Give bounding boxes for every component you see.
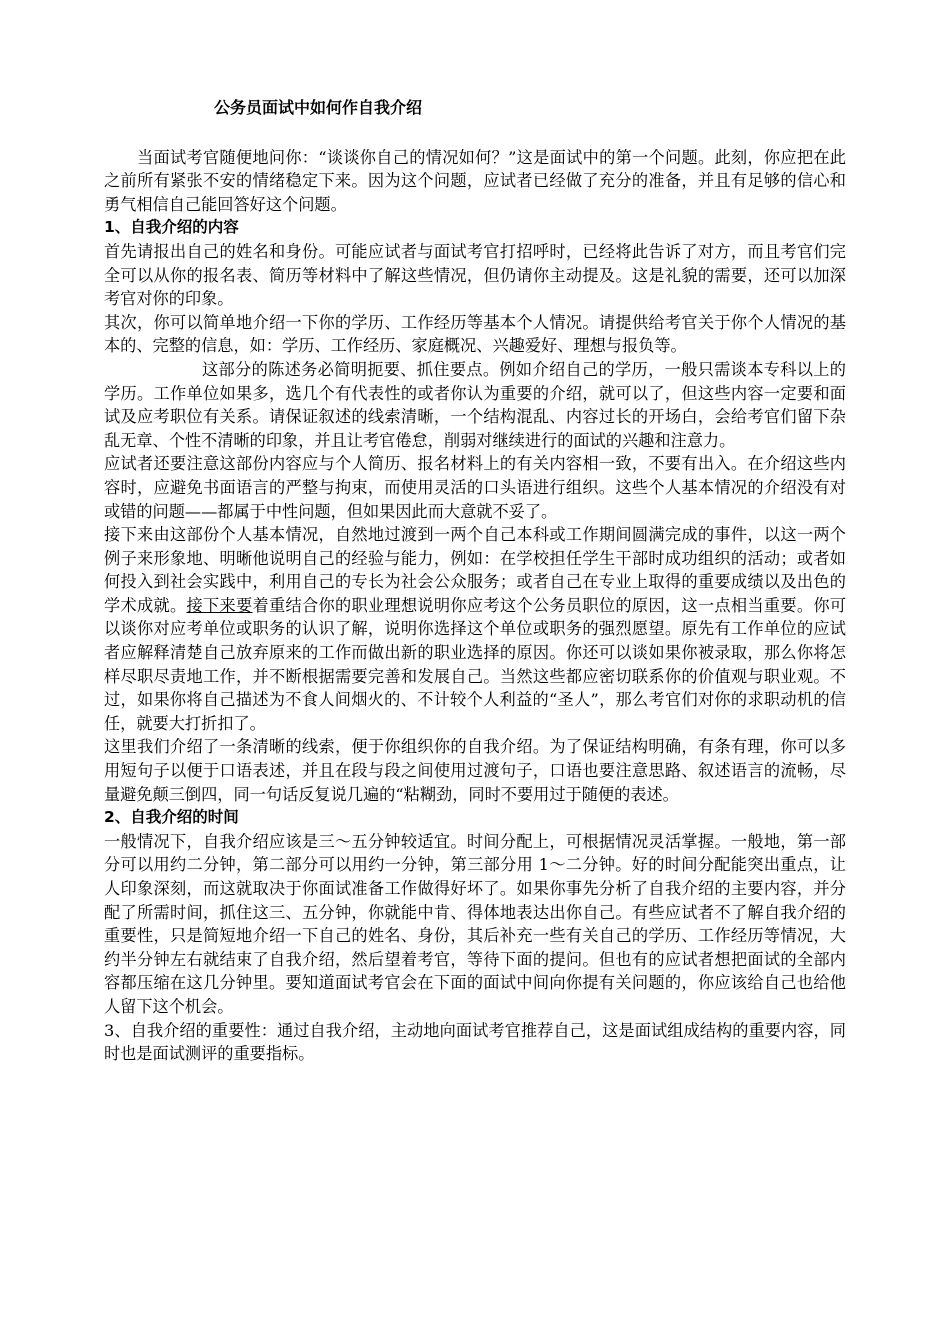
document-title: 公务员面试中如何作自我介绍 bbox=[214, 98, 423, 117]
section-1-paragraph-4: 应试者还要注意这部份内容应与个人简历、报名材料上的有关内容相一致，不要有出入。在介绍这些内容时，应避免书面语言的严整与拘束，而使用灵活的口头语进行组织。这些个人基本情况的介绍没有对或错的问题——都属于中性问题，但如果因此而大意就不妥了。 bbox=[104, 454, 846, 521]
paragraph-5-text-a: 接下来由这部份个人基本情况，自然地过渡到一两个自己本科或工作期间圆满完成的事件，以这一两个例子来形象地、明晰他说明自己的经验与能力，例如：在学校担任学生干部时成功组织的活动；或者如何投入到社会实践中，利用自己的专长为社会公众服务；或者自己在专业上取得的重要成绩以及出色的学术成就。 bbox=[104, 525, 846, 615]
section-1-paragraph-3: 这部分的陈述务必简明扼要、抓住要点。例如介绍自己的学历，一般只需谈本专科以上的学历。工作单位如果多，选几个有代表性的或者你认为重要的介绍，就可以了，但这些内容一定要和面试及应考职位有关系。请保证叙述的线索清晰，一个结构混乱、内容过长的开场白，会给考官们留下杂乱无章、个性不清晰的印象，并且让考官倦怠，削弱对继续进行的面试的兴趣和注意力。 bbox=[104, 359, 846, 450]
underlined-phrase: 接下来要 bbox=[186, 595, 253, 615]
section-2-heading: 2、自我介绍的时间 bbox=[104, 808, 239, 827]
section-3-paragraph-1: 3、自我介绍的重要性：通过自我介绍，主动地向面试考官推荐自己，这是面试组成结构的重要内容，同时也是面试测评的重要指标。 bbox=[104, 1020, 846, 1064]
paragraph-5-text-b: 着重结合你的职业理想说明你应考这个公务员职位的原因，这一点相当重要。你可以谈你对应考单位或职务的认识了解，说明你选择这个单位或职务的强烈愿望。原先有工作单位的应试者应解释清楚自己放弃原来的工作而做出新的职业选择的原因。你还可以谈如果你被录取，那么你将怎样尽职尽责地工作，并不断根据需要完善和发展自己。当然这些都应密切联系你的价值观与职业观。不过，如果你将自己描述为不食人间烟火的、不计较个人利益的“圣人”，那么考官们对你的求职动机的信任，就要大打折扣了。 bbox=[104, 595, 847, 733]
document-page bbox=[104, 96, 846, 1066]
intro-paragraph: 当面试考官随便地问你：“谈谈你自己的情况如何？”这是面试中的第一个问题。此刻，你应把在此之前所有紧张不安的情绪稳定下来。因为这个问题，应试者已经做了充分的准备，并且有足够的信心和勇气相信自己能回答好这个问题。 bbox=[104, 147, 846, 214]
section-1-paragraph-2: 其次，你可以简单地介绍一下你的学历、工作经历等基本个人情况。请提供给考官关于你个人情况的基本的、完整的信息，如：学历、工作经历、家庭概况、兴趣爱好、理想与报负等。 bbox=[104, 312, 846, 356]
section-1-paragraph-5 bbox=[104, 523, 846, 735]
section-1-heading: 1、自我介绍的内容 bbox=[104, 218, 239, 237]
section-1-paragraph-6: 这里我们介绍了一条清晰的线索，便于你组织你的自我介绍。为了保证结构明确，有条有理，你可以多用短句子以便于口语表述，并且在段与段之间使用过渡句子，口语也要注意思路、叙述语言的流畅，尽量避免颠三倒四，同一句话反复说几遍的“粘糊劲，同时不要用过于随便的表述。 bbox=[104, 737, 846, 804]
section-1-paragraph-1: 首先请报出自己的姓名和身份。可能应试者与面试考官打招呼时，已经将此告诉了对方，而且考官们完全可以从你的报名表、简历等材料中了解这些情况，但仍请你主动提及。这是礼貌的需要，还可以加深考官对你的印象。 bbox=[104, 241, 846, 309]
section-2-paragraph-1: 一般情况下，自我介绍应该是三～五分钟较适宜。时间分配上，可根据情况灵活掌握。一般地，第一部分可以用约二分钟，第二部分可以用约一分钟，第三部分用 1～二分钟。好的时间分配能突出重点，让人印象深刻，而这就取决于你面试准备工作做得好坏了。如果你事先分析了自我介绍的主要内容，并分配了所需时间，抓住这三、五分钟，你就能中肯、得体地表达出你自己。有些应试者不了解自我介绍的重要性，只是简短地介绍一下自己的姓名、身份，其后补充一些有关自己的学历、工作经历等情况，大约半分钟左右就结束了自我介绍，然后望着考官，等待下面的提问。但也有的应试者想把面试的全部内容都压缩在这几分钟里。要知道面试考官会在下面的面试中间向你提有关问题的，你应该给自己也给他人留下这个机会。 bbox=[104, 831, 846, 1016]
